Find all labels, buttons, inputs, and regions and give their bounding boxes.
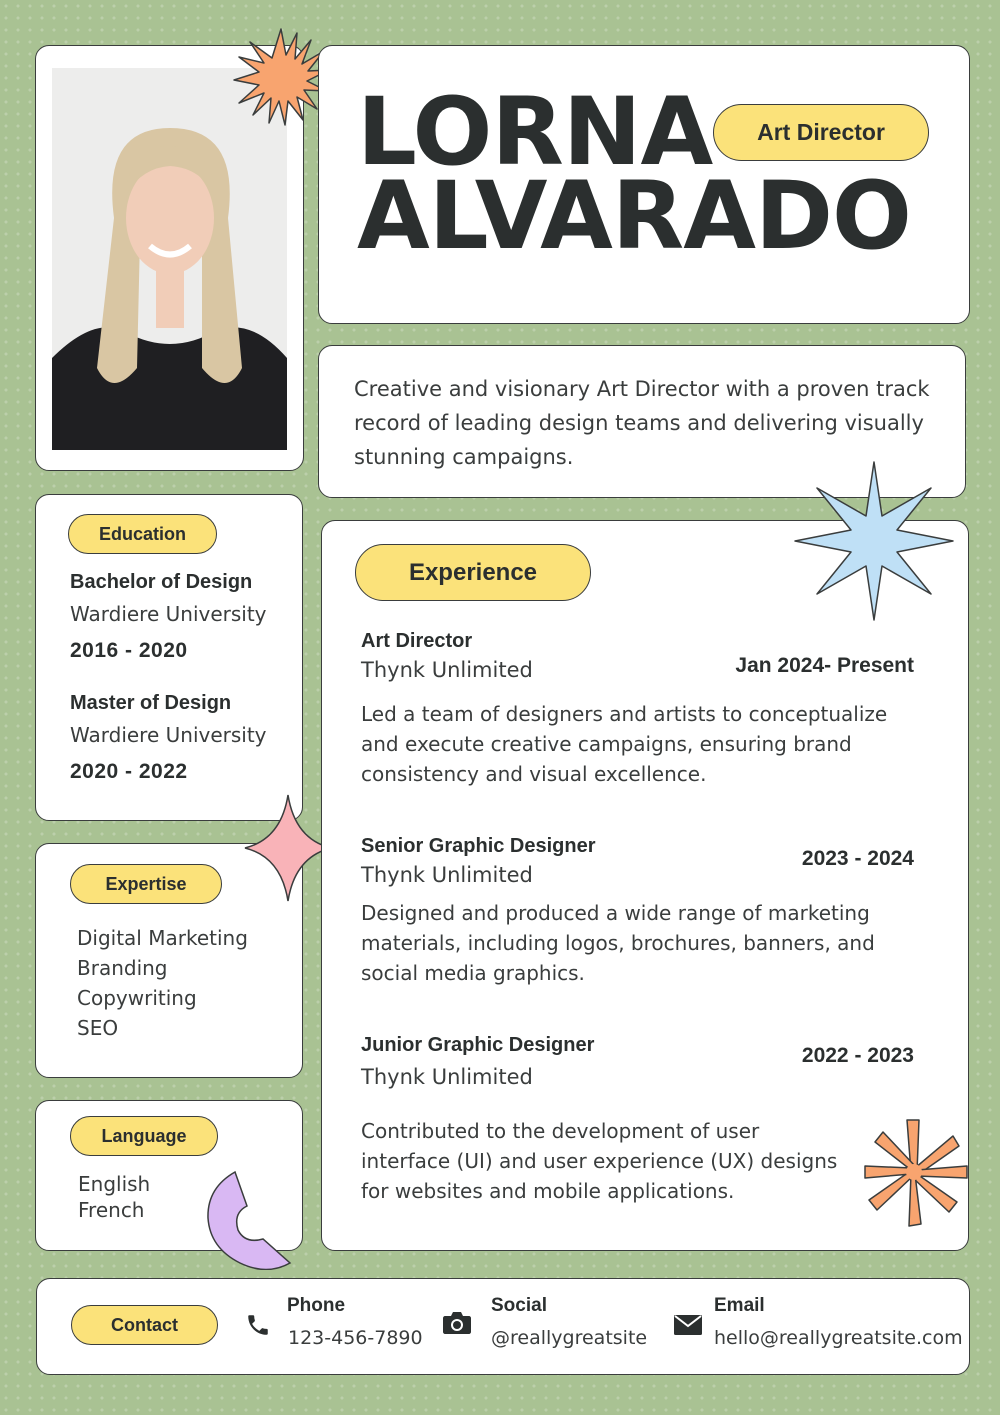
job-company-1: Thynk Unlimited (361, 658, 533, 682)
name-card (318, 45, 970, 324)
orange-star-decoration (231, 27, 331, 127)
job-desc-2: Designed and produced a wide range of marketing materials, including logos, brochures, banners, and social media graphics. (361, 901, 875, 985)
job-dates-3: 2022 - 2023 (801, 1044, 914, 1067)
edu-school-2: Wardiere University (70, 723, 267, 747)
expertise-item: Digital Marketing (77, 926, 248, 950)
job-role-3: Junior Graphic Designer (361, 1034, 595, 1056)
expertise-heading: Expertise (70, 864, 222, 904)
expertise-item: Copywriting (77, 986, 197, 1010)
email-value[interactable]: hello@reallygreatsite.com (714, 1327, 963, 1349)
edu-school-1: Wardiere University (70, 602, 267, 626)
blue-star-decoration (793, 460, 955, 622)
language-item: English (78, 1172, 151, 1196)
camera-icon (442, 1309, 472, 1337)
phone-value[interactable]: 123-456-7890 (288, 1327, 423, 1349)
job-role-2: Senior Graphic Designer (361, 835, 596, 857)
language-heading: Language (70, 1116, 218, 1156)
phone-icon (245, 1312, 271, 1338)
expertise-item: Branding (77, 956, 168, 980)
orange-sparkle-decoration (861, 1116, 971, 1228)
pink-diamond-decoration (243, 793, 333, 903)
mail-icon (673, 1314, 703, 1336)
job-company-3: Thynk Unlimited (361, 1065, 533, 1089)
education-card (35, 494, 303, 821)
education-heading: Education (68, 514, 217, 554)
edu-degree-2: Master of Design (70, 692, 232, 714)
job-desc-1: Led a team of designers and artists to conceptualize and execute creative campaigns, ensuring brand consistency and visual excellence. (361, 702, 888, 786)
summary-text: Creative and visionary Art Director with a proven track record of leading design teams and delivering visually stunning campaigns. (354, 377, 930, 469)
edu-years-1: 2016 - 2020 (70, 639, 188, 662)
edu-degree-1: Bachelor of Design (70, 571, 253, 593)
contact-card (36, 1278, 970, 1375)
lilac-arc-decoration (205, 1168, 300, 1270)
role-badge: Art Director (713, 104, 929, 161)
edu-years-2: 2020 - 2022 (70, 760, 188, 783)
job-role-1: Art Director (361, 630, 473, 652)
experience-heading: Experience (355, 544, 591, 601)
social-label: Social (491, 1295, 547, 1316)
job-dates-1: Jan 2024- Present (735, 654, 914, 677)
first-name: LORNA (357, 78, 713, 187)
job-desc-3: Contributed to the development of user interface (UI) and user experience (UX) designs for websites and mobile applications. (361, 1119, 838, 1203)
job-company-2: Thynk Unlimited (361, 863, 533, 887)
contact-heading: Contact (71, 1305, 218, 1345)
email-label: Email (714, 1295, 765, 1316)
job-dates-2: 2023 - 2024 (801, 847, 914, 870)
social-value[interactable]: @reallygreatsite (491, 1327, 648, 1349)
language-item: French (78, 1198, 145, 1222)
phone-label: Phone (287, 1295, 346, 1316)
last-name: ALVARADO (357, 162, 911, 271)
expertise-item: SEO (77, 1016, 119, 1040)
